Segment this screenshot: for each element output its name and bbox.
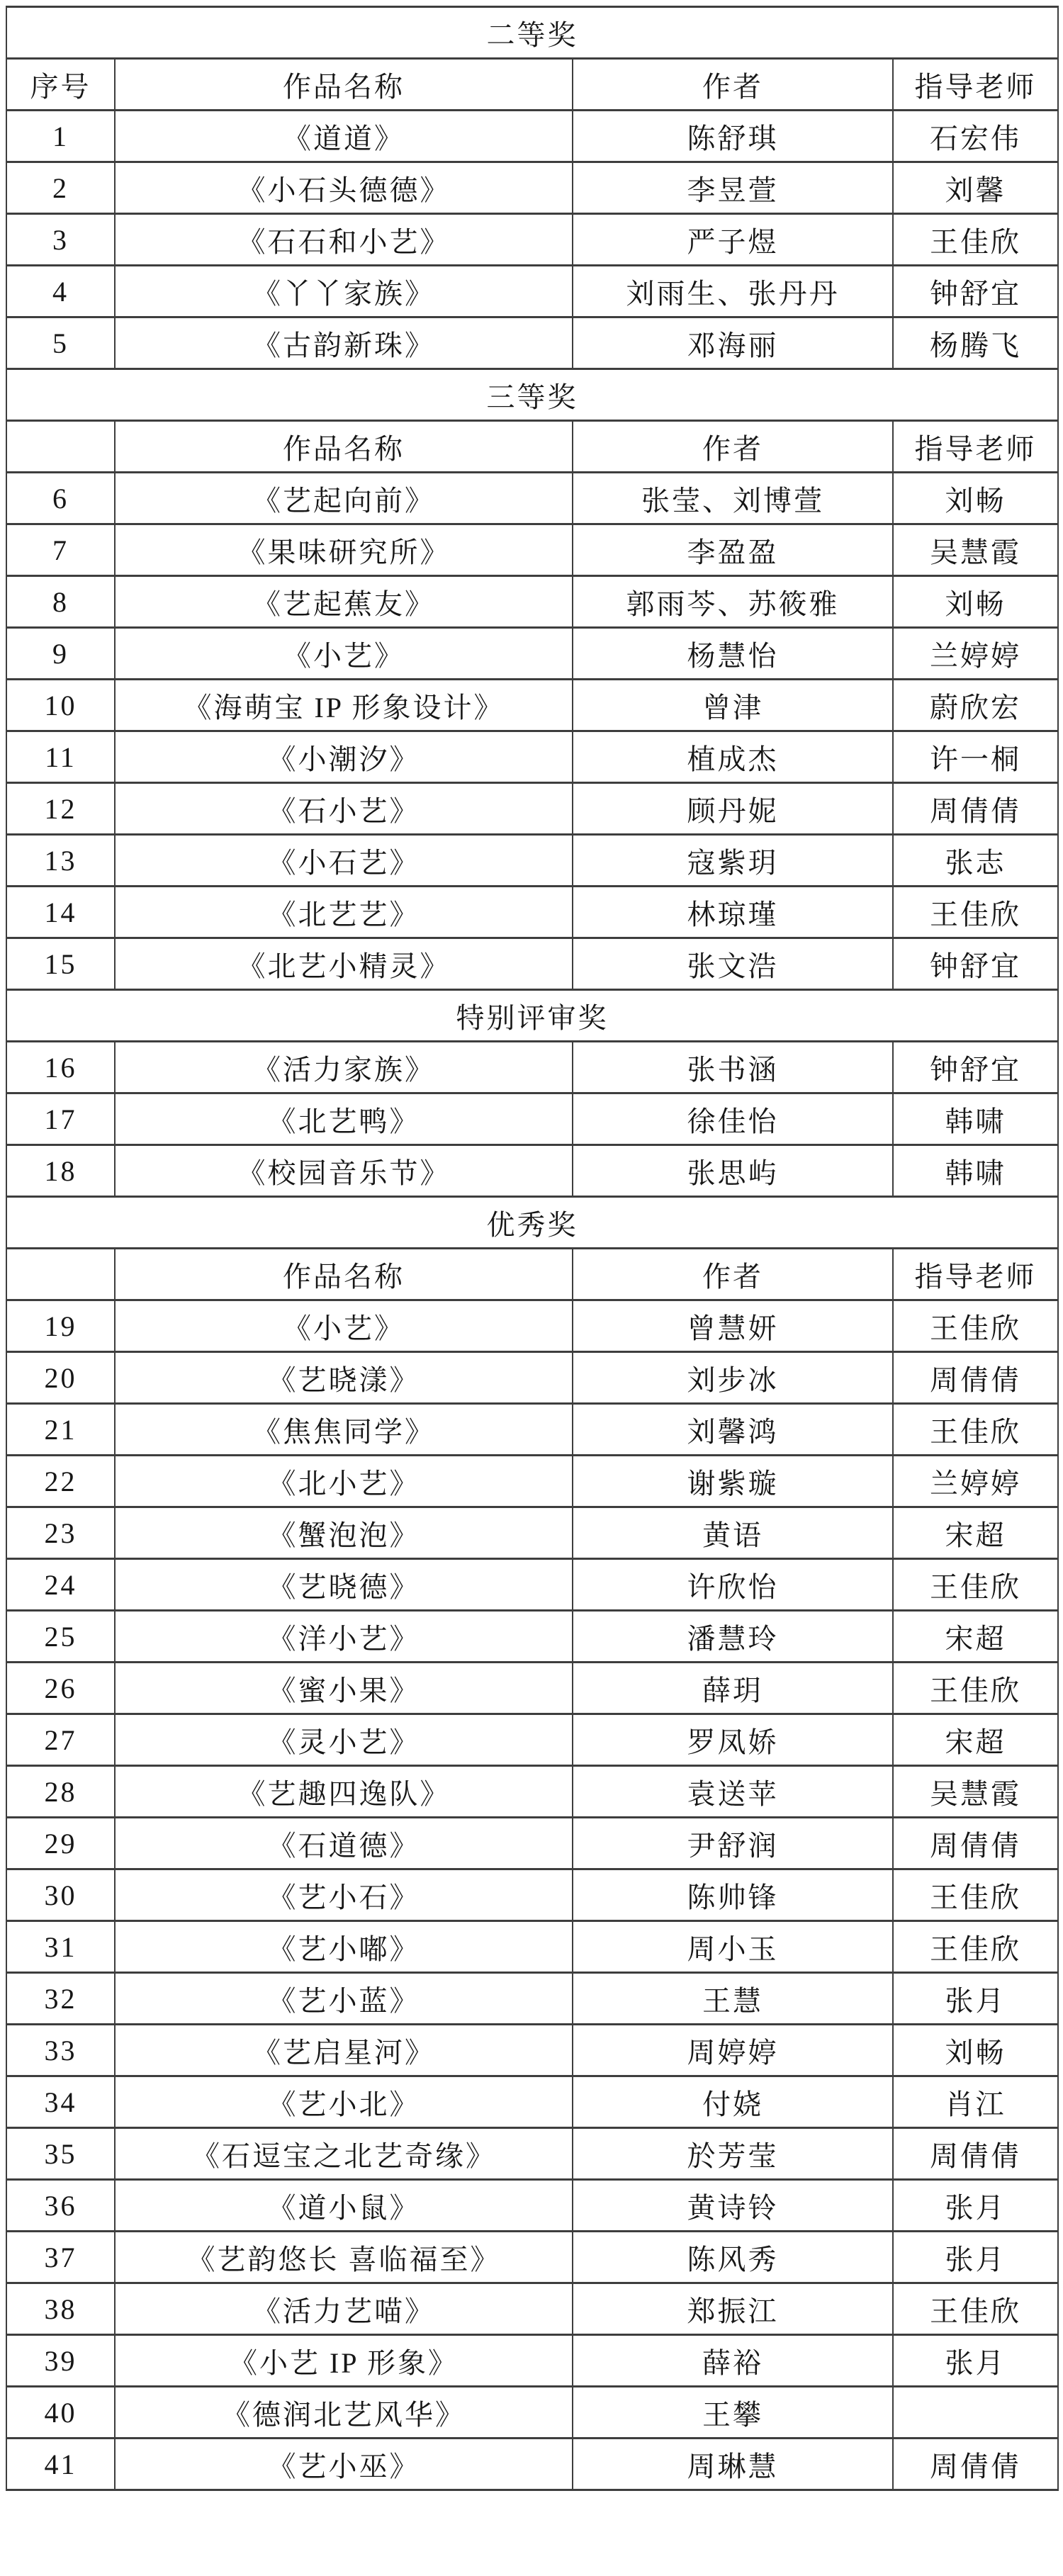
row-number-cell: 16 xyxy=(6,1042,115,1093)
work-title-cell: 《艺小北》 xyxy=(115,2076,573,2128)
work-title-cell: 《艺启星河》 xyxy=(115,2025,573,2076)
row-number-cell: 13 xyxy=(6,835,115,887)
work-title-cell: 《北艺艺》 xyxy=(115,887,573,938)
teacher-cell: 张月 xyxy=(893,2335,1058,2387)
work-title-cell: 《古韵新珠》 xyxy=(115,317,573,369)
row-number-cell: 27 xyxy=(6,1714,115,1766)
table-row xyxy=(6,473,1058,524)
table-row xyxy=(6,1300,1058,1352)
teacher-cell: 宋超 xyxy=(893,1714,1058,1766)
author-cell: 薛玥 xyxy=(573,1663,893,1714)
row-number-cell: 29 xyxy=(6,1818,115,1869)
column-header: 作者 xyxy=(573,59,893,111)
work-title-cell: 《活力艺喵》 xyxy=(115,2283,573,2335)
table-row xyxy=(6,1559,1058,1611)
row-number-cell: 20 xyxy=(6,1352,115,1404)
table-row xyxy=(6,111,1058,162)
teacher-cell: 吴慧霞 xyxy=(893,1766,1058,1818)
teacher-cell: 钟舒宜 xyxy=(893,266,1058,317)
work-title-cell: 《艺小蓝》 xyxy=(115,1973,573,2025)
row-number-cell: 3 xyxy=(6,214,115,266)
column-header: 序号 xyxy=(6,59,115,111)
author-cell: 刘馨鸿 xyxy=(573,1404,893,1456)
work-title-cell: 《艺韵悠长 喜临福至》 xyxy=(115,2232,573,2283)
table-row xyxy=(6,2439,1058,2490)
author-cell: 潘慧玲 xyxy=(573,1611,893,1663)
teacher-cell: 肖江 xyxy=(893,2076,1058,2128)
teacher-cell: 周倩倩 xyxy=(893,783,1058,835)
author-cell: 郭雨芩、苏筱雅 xyxy=(573,576,893,628)
work-title-cell: 《石石和小艺》 xyxy=(115,214,573,266)
table-row xyxy=(6,1869,1058,1921)
row-number-cell: 41 xyxy=(6,2439,115,2490)
teacher-cell: 王佳欣 xyxy=(893,1869,1058,1921)
table-row xyxy=(6,162,1058,214)
author-cell: 刘雨生、张丹丹 xyxy=(573,266,893,317)
teacher-cell: 王佳欣 xyxy=(893,1559,1058,1611)
table-row xyxy=(6,628,1058,680)
author-cell: 王攀 xyxy=(573,2387,893,2439)
work-title-cell: 《北艺鸭》 xyxy=(115,1093,573,1145)
table-row xyxy=(6,835,1058,887)
row-number-cell: 6 xyxy=(6,473,115,524)
work-title-cell: 《艺起蕉友》 xyxy=(115,576,573,628)
row-number-cell: 37 xyxy=(6,2232,115,2283)
column-header: 指导老师 xyxy=(893,1249,1058,1300)
work-title-cell: 《艺趣四逸队》 xyxy=(115,1766,573,1818)
author-cell: 陈风秀 xyxy=(573,2232,893,2283)
row-number-cell: 34 xyxy=(6,2076,115,2128)
work-title-cell: 《小潮汐》 xyxy=(115,731,573,783)
row-number-cell: 28 xyxy=(6,1766,115,1818)
table-row xyxy=(6,317,1058,369)
column-header: 指导老师 xyxy=(893,59,1058,111)
work-title-cell: 《艺小嘟》 xyxy=(115,1921,573,1973)
author-cell: 邓海丽 xyxy=(573,317,893,369)
work-title-cell: 《校园音乐节》 xyxy=(115,1145,573,1197)
work-title-cell: 《灵小艺》 xyxy=(115,1714,573,1766)
table-row xyxy=(6,2180,1058,2232)
teacher-cell: 兰婷婷 xyxy=(893,1456,1058,1507)
row-number-cell: 38 xyxy=(6,2283,115,2335)
teacher-cell: 王佳欣 xyxy=(893,1921,1058,1973)
work-title-cell: 《小艺》 xyxy=(115,1300,573,1352)
column-header: 指导老师 xyxy=(893,421,1058,473)
work-title-cell: 《果味研究所》 xyxy=(115,524,573,576)
teacher-cell: 许一桐 xyxy=(893,731,1058,783)
column-header: 作者 xyxy=(573,1249,893,1300)
table-row xyxy=(6,524,1058,576)
table-row xyxy=(6,887,1058,938)
row-number-cell: 5 xyxy=(6,317,115,369)
column-header: 作品名称 xyxy=(115,1249,573,1300)
work-title-cell: 《洋小艺》 xyxy=(115,1611,573,1663)
column-header-row xyxy=(6,59,1058,111)
row-number-cell: 22 xyxy=(6,1456,115,1507)
row-number-cell: 32 xyxy=(6,1973,115,2025)
author-cell: 袁送苹 xyxy=(573,1766,893,1818)
work-title-cell: 《道小鼠》 xyxy=(115,2180,573,2232)
teacher-cell: 王佳欣 xyxy=(893,1663,1058,1714)
work-title-cell: 《道道》 xyxy=(115,111,573,162)
row-number-cell: 40 xyxy=(6,2387,115,2439)
row-number-cell: 26 xyxy=(6,1663,115,1714)
teacher-cell: 王佳欣 xyxy=(893,2283,1058,2335)
row-number-cell: 19 xyxy=(6,1300,115,1352)
row-number-cell: 36 xyxy=(6,2180,115,2232)
row-number-cell: 24 xyxy=(6,1559,115,1611)
work-title-cell: 《艺晓德》 xyxy=(115,1559,573,1611)
teacher-cell: 蔚欣宏 xyxy=(893,680,1058,731)
teacher-cell xyxy=(893,2387,1058,2439)
author-cell: 於芳莹 xyxy=(573,2128,893,2180)
table-row xyxy=(6,1973,1058,2025)
work-title-cell: 《艺小石》 xyxy=(115,1869,573,1921)
row-number-cell: 7 xyxy=(6,524,115,576)
author-cell: 顾丹妮 xyxy=(573,783,893,835)
author-cell: 王慧 xyxy=(573,1973,893,2025)
table-row xyxy=(6,1766,1058,1818)
row-number-cell: 21 xyxy=(6,1404,115,1456)
teacher-cell: 宋超 xyxy=(893,1507,1058,1559)
author-cell: 李昱萱 xyxy=(573,162,893,214)
table-row xyxy=(6,1611,1058,1663)
row-number-cell: 23 xyxy=(6,1507,115,1559)
table-row xyxy=(6,680,1058,731)
work-title-cell: 《石道德》 xyxy=(115,1818,573,1869)
row-number-cell: 10 xyxy=(6,680,115,731)
section-title: 三等奖 xyxy=(6,369,1058,421)
author-cell: 付娆 xyxy=(573,2076,893,2128)
author-cell: 曾津 xyxy=(573,680,893,731)
teacher-cell: 宋超 xyxy=(893,1611,1058,1663)
work-title-cell: 《德润北艺风华》 xyxy=(115,2387,573,2439)
teacher-cell: 刘畅 xyxy=(893,2025,1058,2076)
teacher-cell: 刘畅 xyxy=(893,473,1058,524)
table-row xyxy=(6,1404,1058,1456)
author-cell: 张书涵 xyxy=(573,1042,893,1093)
row-number-cell: 14 xyxy=(6,887,115,938)
author-cell: 周琳慧 xyxy=(573,2439,893,2490)
teacher-cell: 张月 xyxy=(893,2180,1058,2232)
table-row xyxy=(6,1042,1058,1093)
row-number-cell: 30 xyxy=(6,1869,115,1921)
work-title-cell: 《蜜小果》 xyxy=(115,1663,573,1714)
work-title-cell: 《焦焦同学》 xyxy=(115,1404,573,1456)
author-cell: 张莹、刘博萱 xyxy=(573,473,893,524)
teacher-cell: 刘畅 xyxy=(893,576,1058,628)
row-number-cell: 2 xyxy=(6,162,115,214)
work-title-cell: 《艺晓漾》 xyxy=(115,1352,573,1404)
author-cell: 黄语 xyxy=(573,1507,893,1559)
teacher-cell: 刘馨 xyxy=(893,162,1058,214)
table-row xyxy=(6,2128,1058,2180)
author-cell: 曾慧妍 xyxy=(573,1300,893,1352)
section-title-row xyxy=(6,369,1058,421)
teacher-cell: 吴慧霞 xyxy=(893,524,1058,576)
work-title-cell: 《石逗宝之北艺奇缘》 xyxy=(115,2128,573,2180)
table-row xyxy=(6,1714,1058,1766)
row-number-cell: 11 xyxy=(6,731,115,783)
table-row xyxy=(6,214,1058,266)
author-cell: 周婷婷 xyxy=(573,2025,893,2076)
work-title-cell: 《小石艺》 xyxy=(115,835,573,887)
table-row xyxy=(6,2283,1058,2335)
author-cell: 徐佳怡 xyxy=(573,1093,893,1145)
column-header: 作者 xyxy=(573,421,893,473)
author-cell: 许欣怡 xyxy=(573,1559,893,1611)
row-number-cell: 9 xyxy=(6,628,115,680)
author-cell: 植成杰 xyxy=(573,731,893,783)
author-cell: 张文浩 xyxy=(573,938,893,990)
teacher-cell: 钟舒宜 xyxy=(893,1042,1058,1093)
table-row xyxy=(6,1921,1058,1973)
work-title-cell: 《北小艺》 xyxy=(115,1456,573,1507)
author-cell: 严子煜 xyxy=(573,214,893,266)
section-title-row xyxy=(6,1197,1058,1249)
section-title: 二等奖 xyxy=(6,7,1058,59)
column-header: 作品名称 xyxy=(115,59,573,111)
row-number-cell: 35 xyxy=(6,2128,115,2180)
teacher-cell: 韩啸 xyxy=(893,1145,1058,1197)
teacher-cell: 周倩倩 xyxy=(893,2128,1058,2180)
work-title-cell: 《艺起向前》 xyxy=(115,473,573,524)
table-row xyxy=(6,576,1058,628)
teacher-cell: 张月 xyxy=(893,2232,1058,2283)
teacher-cell: 王佳欣 xyxy=(893,887,1058,938)
teacher-cell: 周倩倩 xyxy=(893,2439,1058,2490)
author-cell: 陈舒琪 xyxy=(573,111,893,162)
section-title-row xyxy=(6,7,1058,59)
author-cell: 黄诗铃 xyxy=(573,2180,893,2232)
work-title-cell: 《蟹泡泡》 xyxy=(115,1507,573,1559)
teacher-cell: 王佳欣 xyxy=(893,1300,1058,1352)
row-number-cell: 8 xyxy=(6,576,115,628)
row-number-cell: 15 xyxy=(6,938,115,990)
row-number-cell: 31 xyxy=(6,1921,115,1973)
author-cell: 罗凤娇 xyxy=(573,1714,893,1766)
table-row xyxy=(6,2025,1058,2076)
teacher-cell: 石宏伟 xyxy=(893,111,1058,162)
teacher-cell: 周倩倩 xyxy=(893,1352,1058,1404)
section-title: 优秀奖 xyxy=(6,1197,1058,1249)
author-cell: 寇紫玥 xyxy=(573,835,893,887)
row-number-cell: 18 xyxy=(6,1145,115,1197)
work-title-cell: 《小艺》 xyxy=(115,628,573,680)
column-header-row xyxy=(6,421,1058,473)
table-row xyxy=(6,1145,1058,1197)
work-title-cell: 《石小艺》 xyxy=(115,783,573,835)
column-header xyxy=(6,421,115,473)
author-cell: 周小玉 xyxy=(573,1921,893,1973)
table-row xyxy=(6,1663,1058,1714)
row-number-cell: 33 xyxy=(6,2025,115,2076)
table-row xyxy=(6,1352,1058,1404)
awards-table xyxy=(6,6,1059,2491)
teacher-cell: 兰婷婷 xyxy=(893,628,1058,680)
table-row xyxy=(6,1818,1058,1869)
author-cell: 陈帅锋 xyxy=(573,1869,893,1921)
table-row xyxy=(6,1093,1058,1145)
row-number-cell: 39 xyxy=(6,2335,115,2387)
work-title-cell: 《北艺小精灵》 xyxy=(115,938,573,990)
table-row xyxy=(6,2076,1058,2128)
table-row xyxy=(6,2335,1058,2387)
author-cell: 郑振江 xyxy=(573,2283,893,2335)
teacher-cell: 王佳欣 xyxy=(893,214,1058,266)
work-title-cell: 《海萌宝 IP 形象设计》 xyxy=(115,680,573,731)
section-title-row xyxy=(6,990,1058,1042)
author-cell: 尹舒润 xyxy=(573,1818,893,1869)
row-number-cell: 12 xyxy=(6,783,115,835)
table-row xyxy=(6,266,1058,317)
author-cell: 谢紫璇 xyxy=(573,1456,893,1507)
teacher-cell: 韩啸 xyxy=(893,1093,1058,1145)
section-title: 特别评审奖 xyxy=(6,990,1058,1042)
teacher-cell: 张月 xyxy=(893,1973,1058,2025)
work-title-cell: 《小石头德德》 xyxy=(115,162,573,214)
column-header: 作品名称 xyxy=(115,421,573,473)
table-row xyxy=(6,2387,1058,2439)
table-row xyxy=(6,1507,1058,1559)
author-cell: 李盈盈 xyxy=(573,524,893,576)
author-cell: 薛裕 xyxy=(573,2335,893,2387)
work-title-cell: 《小艺 IP 形象》 xyxy=(115,2335,573,2387)
author-cell: 张思屿 xyxy=(573,1145,893,1197)
table-row xyxy=(6,783,1058,835)
teacher-cell: 王佳欣 xyxy=(893,1404,1058,1456)
author-cell: 杨慧怡 xyxy=(573,628,893,680)
row-number-cell: 25 xyxy=(6,1611,115,1663)
teacher-cell: 周倩倩 xyxy=(893,1818,1058,1869)
column-header xyxy=(6,1249,115,1300)
teacher-cell: 钟舒宜 xyxy=(893,938,1058,990)
row-number-cell: 4 xyxy=(6,266,115,317)
row-number-cell: 17 xyxy=(6,1093,115,1145)
table-row xyxy=(6,2232,1058,2283)
author-cell: 林琼瑾 xyxy=(573,887,893,938)
work-title-cell: 《丫丫家族》 xyxy=(115,266,573,317)
column-header-row xyxy=(6,1249,1058,1300)
row-number-cell: 1 xyxy=(6,111,115,162)
work-title-cell: 《活力家族》 xyxy=(115,1042,573,1093)
table-row xyxy=(6,731,1058,783)
author-cell: 刘步冰 xyxy=(573,1352,893,1404)
table-row xyxy=(6,938,1058,990)
teacher-cell: 张志 xyxy=(893,835,1058,887)
table-row xyxy=(6,1456,1058,1507)
work-title-cell: 《艺小巫》 xyxy=(115,2439,573,2490)
teacher-cell: 杨腾飞 xyxy=(893,317,1058,369)
